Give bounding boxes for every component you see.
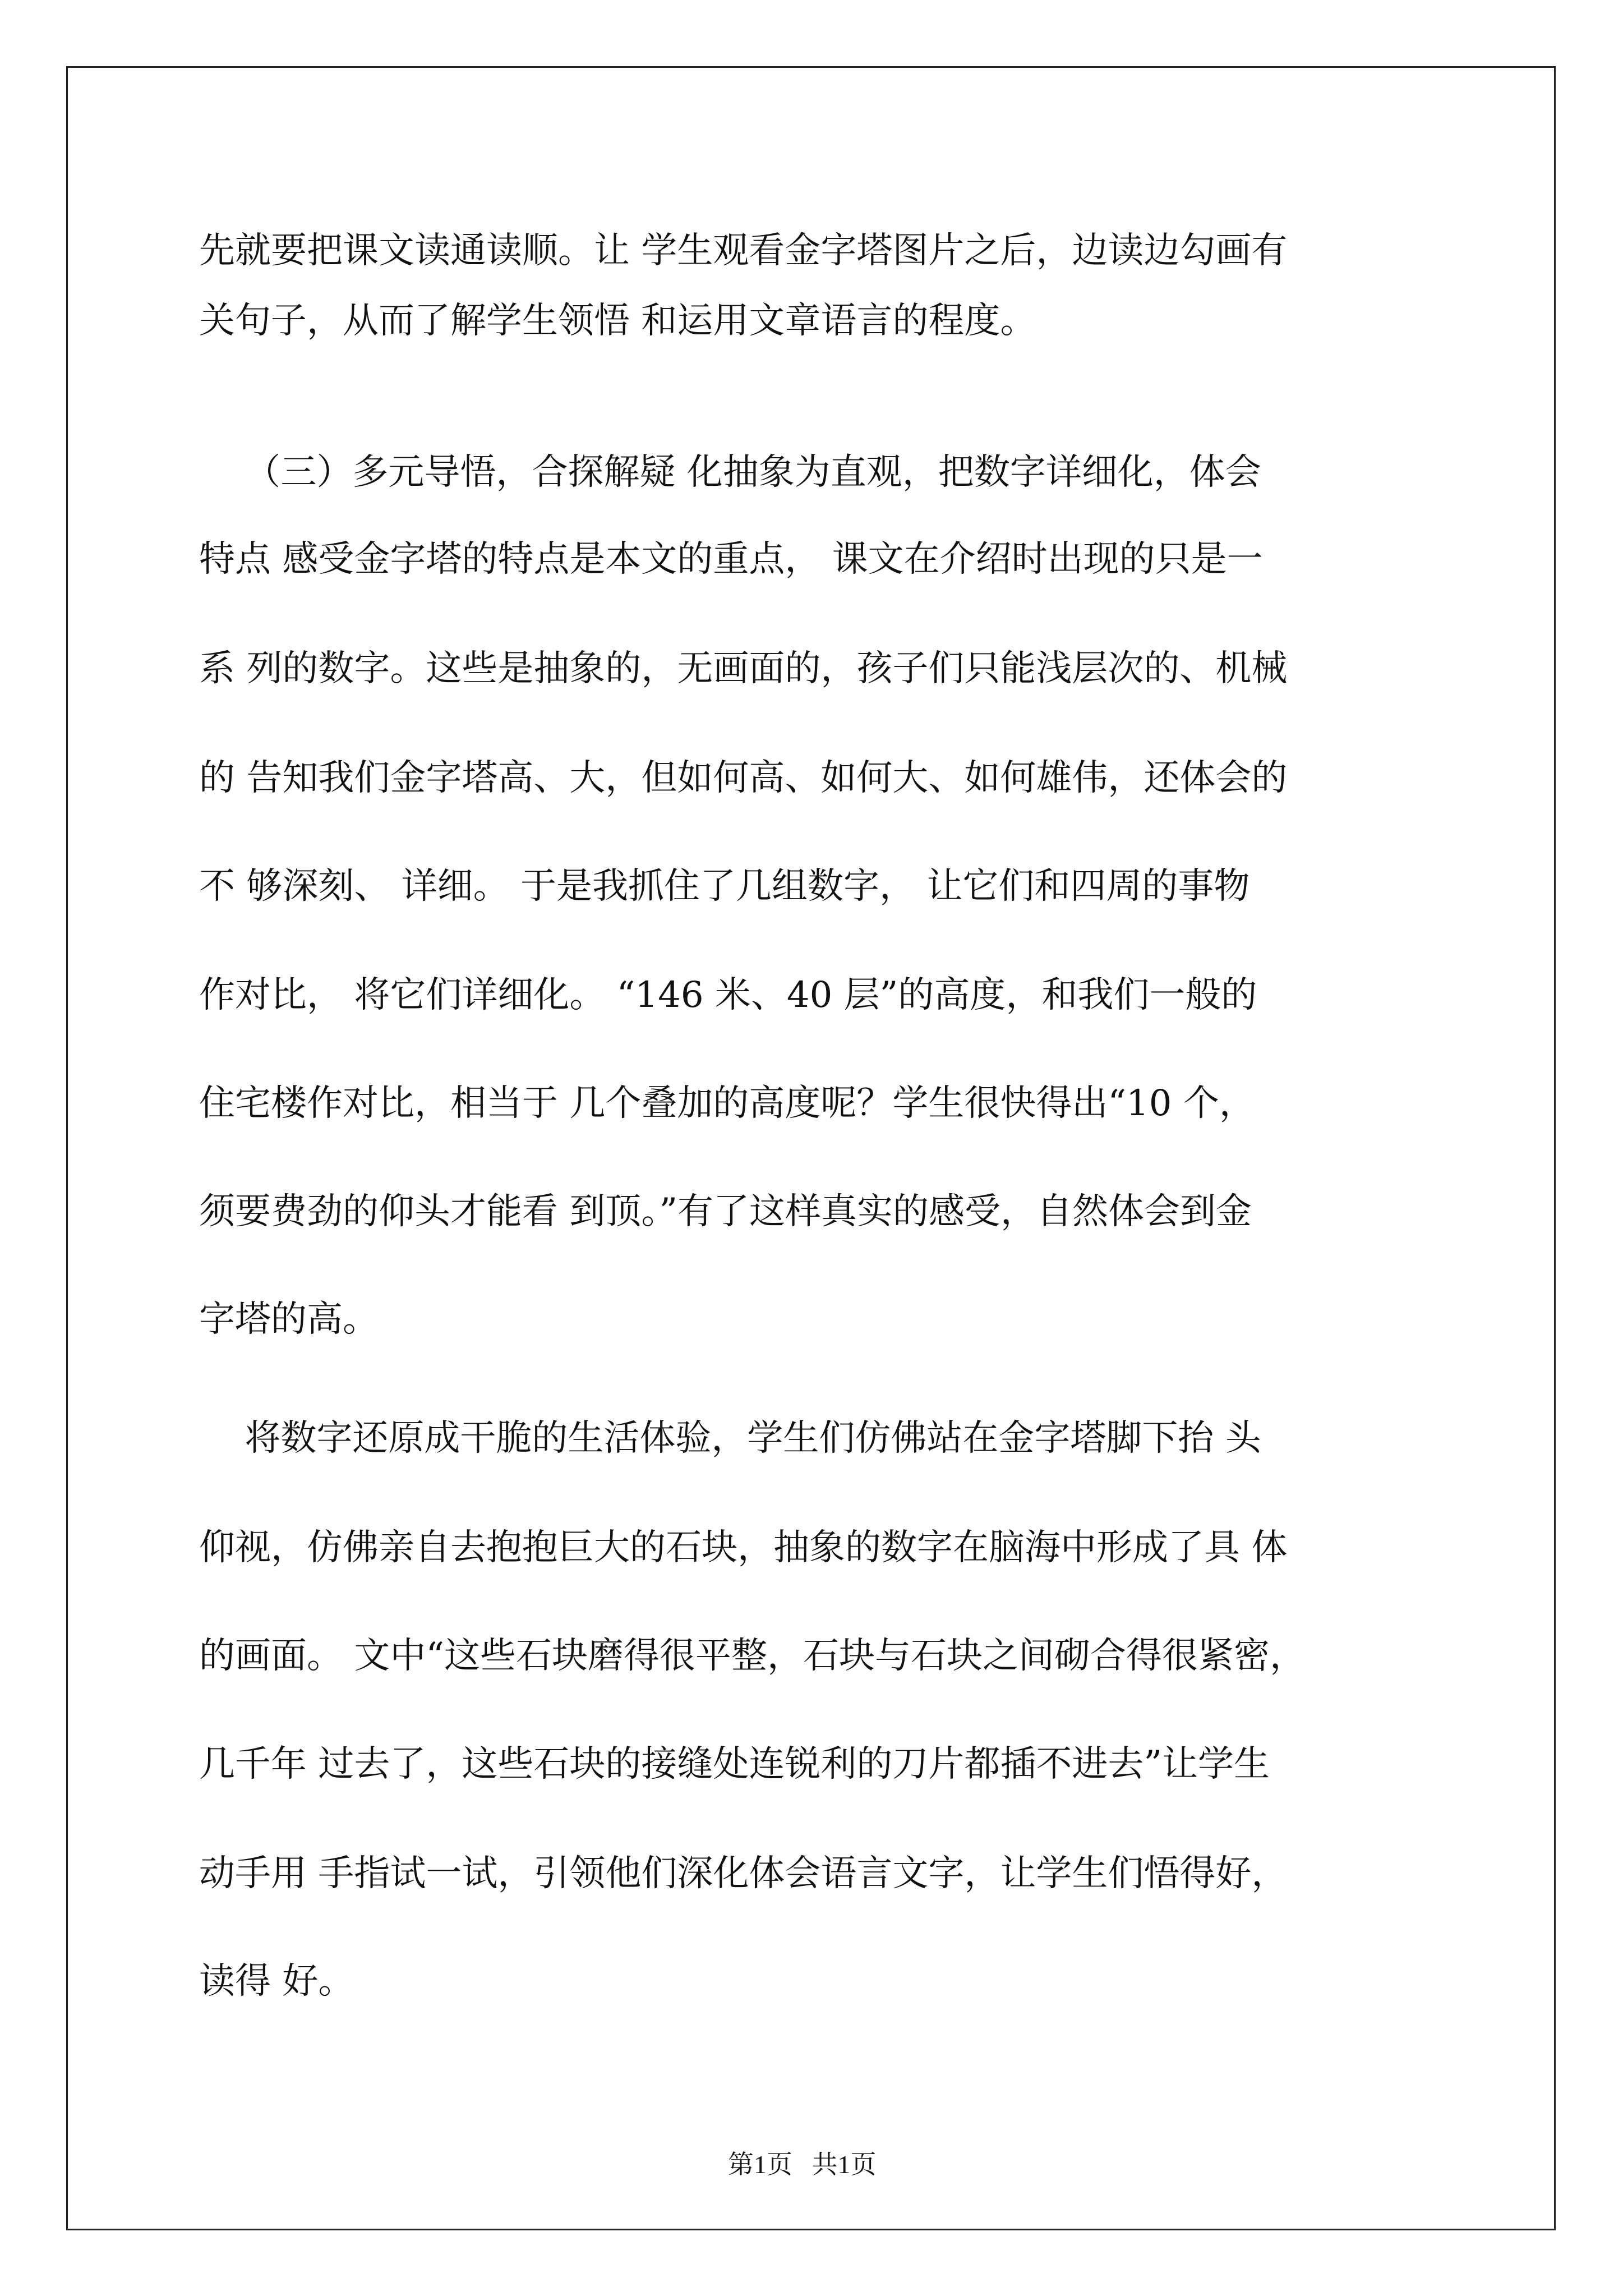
text-line: （三）多元导悟，合探解疑 化抽象为直观，把数字详细化，体会 <box>199 452 1261 493</box>
text-line: 特点 感受金字塔的特点是本文的重点， 课文在介绍时出现的只是一 <box>199 539 1263 580</box>
text-line: 仰视，仿佛亲自去抱抱巨大的石块，抽象的数字在脑海中形成了具 体 <box>199 1527 1288 1568</box>
text-line: 不 够深刻、 详细。 于是我抓住了几组数字， 让它们和四周的事物 <box>199 866 1250 907</box>
page-number: 第1页 共1页 <box>728 2150 877 2179</box>
text-line: 的画面。 文中“这些石块磨得很平整，石块与石块之间砌合得很紧密， <box>199 1635 1306 1677</box>
text-line: 字塔的高。 <box>199 1299 379 1340</box>
text-line: 关句子，从而了解学生领悟 和运用文章语言的程度。 <box>199 300 1036 342</box>
text-line: 住宅楼作对比，相当于 几个叠加的高度呢？学生很快得出“10 个， <box>199 1083 1255 1124</box>
text-line: 读得 好。 <box>199 1961 354 2002</box>
text-line: 须要费劲的仰头才能看 到顶。”有了这样真实的感受，自然体会到金 <box>199 1191 1252 1232</box>
text-line: 的 告知我们金字塔高、大，但如何高、如何大、如何雄伟，还体会的 <box>199 757 1288 799</box>
page-border <box>66 66 1556 2230</box>
text-line: 先就要把课文读通读顺。让 学生观看金字塔图片之后，边读边勾画有 <box>199 230 1288 272</box>
text-line: 系 列的数字。这些是抽象的，无画面的，孩子们只能浅层次的、机械 <box>199 648 1288 689</box>
text-line: 动手用 手指试一试，引领他们深化体会语言文字，让学生们悟得好， <box>199 1853 1288 1894</box>
text-line: 将数字还原成干脆的生活体验，学生们仿佛站在金字塔脚下抬 头 <box>199 1418 1261 1459</box>
text-line: 作对比， 将它们详细化。 “146 米、40 层”的高度，和我们一般的 <box>199 974 1257 1016</box>
text-line: 几千年 过去了，这些石块的接缝处连锐利的刀片都插不进去”让学生 <box>199 1743 1270 1785</box>
